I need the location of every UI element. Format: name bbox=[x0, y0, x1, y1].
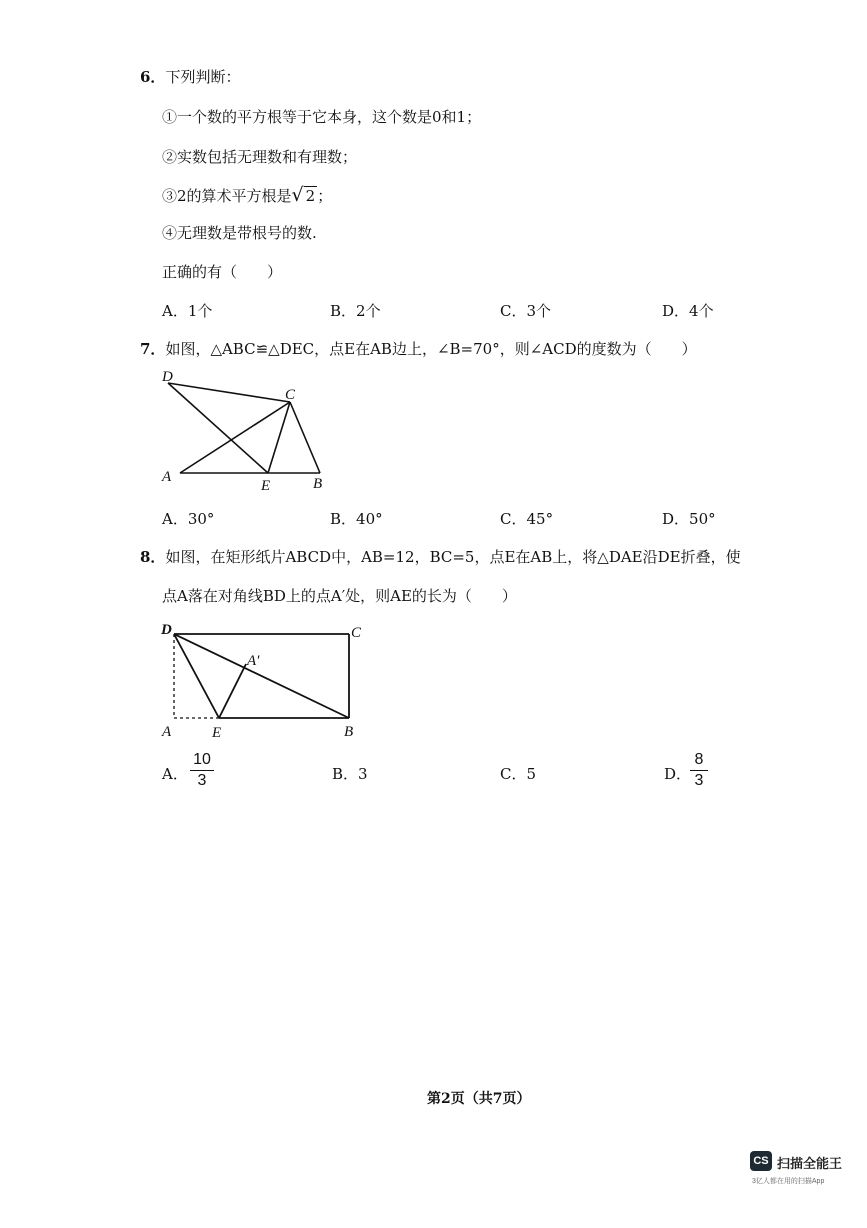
q8-option-c: C．5 bbox=[500, 765, 537, 783]
logo-tagline: 3亿人都在用的扫描App bbox=[752, 1178, 825, 1185]
q8-option-a-denominator: 3 bbox=[197, 772, 207, 789]
q7-option-a: A．30° bbox=[162, 510, 215, 528]
q8-stem-1: 如图，在矩形纸片ABCD中，AB=12，BC=5，点E在AB上，将△DAE沿DE折叠，使 bbox=[165, 548, 741, 566]
camscanner-logo-icon: CS bbox=[750, 1151, 772, 1171]
q8-option-d-numerator: 8 bbox=[694, 751, 704, 768]
q7-label-E: E bbox=[261, 478, 271, 494]
q8-option-b: B．3 bbox=[332, 765, 368, 783]
q7-label-A: A bbox=[162, 469, 172, 485]
fraction-bar bbox=[690, 770, 708, 771]
q8-label-D: D bbox=[161, 622, 172, 638]
q6-option-d: D．4个 bbox=[662, 302, 714, 320]
fold-DE bbox=[174, 634, 219, 718]
q8-option-d-label: D． bbox=[664, 765, 692, 783]
q7-stem: 如图，△ABC≌△DEC，点E在AB边上，∠B=70°，则∠ACD的度数为（ ） bbox=[165, 340, 697, 358]
q8-label-A: A bbox=[162, 724, 172, 740]
q8-option-d-denominator: 3 bbox=[694, 772, 704, 789]
fraction-bar bbox=[190, 770, 214, 771]
q6-stem: 下列判断： bbox=[165, 68, 241, 86]
q6-statement-2: ②实数包括无理数和有理数； bbox=[162, 148, 358, 166]
q6-option-a: A．1个 bbox=[162, 302, 213, 320]
page-footer: 第2页（共7页） bbox=[427, 1091, 531, 1107]
q8-option-a-label: A． bbox=[162, 765, 188, 783]
q8-stem-line-2: 点A落在对角线BD上的点A′处，则AE的长为（ ） bbox=[162, 587, 517, 605]
q7-option-c: C．45° bbox=[500, 510, 554, 528]
logo-name: 扫描全能王 bbox=[777, 1156, 843, 1171]
q6-statement-3-prefix: ③2的算术平方根是 bbox=[162, 187, 292, 205]
q7-option-d: D．50° bbox=[662, 510, 716, 528]
q8-option-a-fraction bbox=[190, 751, 214, 790]
q8-label-C: C bbox=[351, 625, 362, 641]
sqrt-radical: √ bbox=[291, 184, 304, 206]
q6-option-b: B．2个 bbox=[330, 302, 381, 320]
q6-statement-1: ①一个数的平方根等于它本身，这个数是0和1； bbox=[162, 108, 482, 126]
q6-number: 6． bbox=[140, 68, 166, 86]
q8-option-d-fraction bbox=[690, 751, 708, 790]
q6-statement-4: ④无理数是带根号的数. bbox=[162, 224, 317, 242]
q7-label-C: C bbox=[285, 387, 296, 403]
q7-label-D: D bbox=[162, 369, 173, 385]
q7-option-b: B．40° bbox=[330, 510, 383, 528]
q8-label-B: B bbox=[344, 724, 354, 740]
q8-label-E: E bbox=[212, 725, 222, 741]
q6-ask: 正确的有（ ） bbox=[162, 263, 283, 281]
segment-EA1 bbox=[219, 664, 246, 718]
q7-label-B: B bbox=[313, 476, 323, 492]
q6-option-c: C．3个 bbox=[500, 302, 552, 320]
q8-number: 8． bbox=[140, 548, 166, 566]
q6-statement-3-radicand: 2 bbox=[305, 187, 316, 205]
q8-label-A1: A′ bbox=[247, 653, 260, 669]
q8-option-a-numerator: 10 bbox=[193, 751, 211, 768]
q6-statement-3-suffix: ； bbox=[317, 187, 333, 205]
q7-number: 7． bbox=[140, 340, 166, 358]
diagonal-DB bbox=[174, 634, 349, 718]
